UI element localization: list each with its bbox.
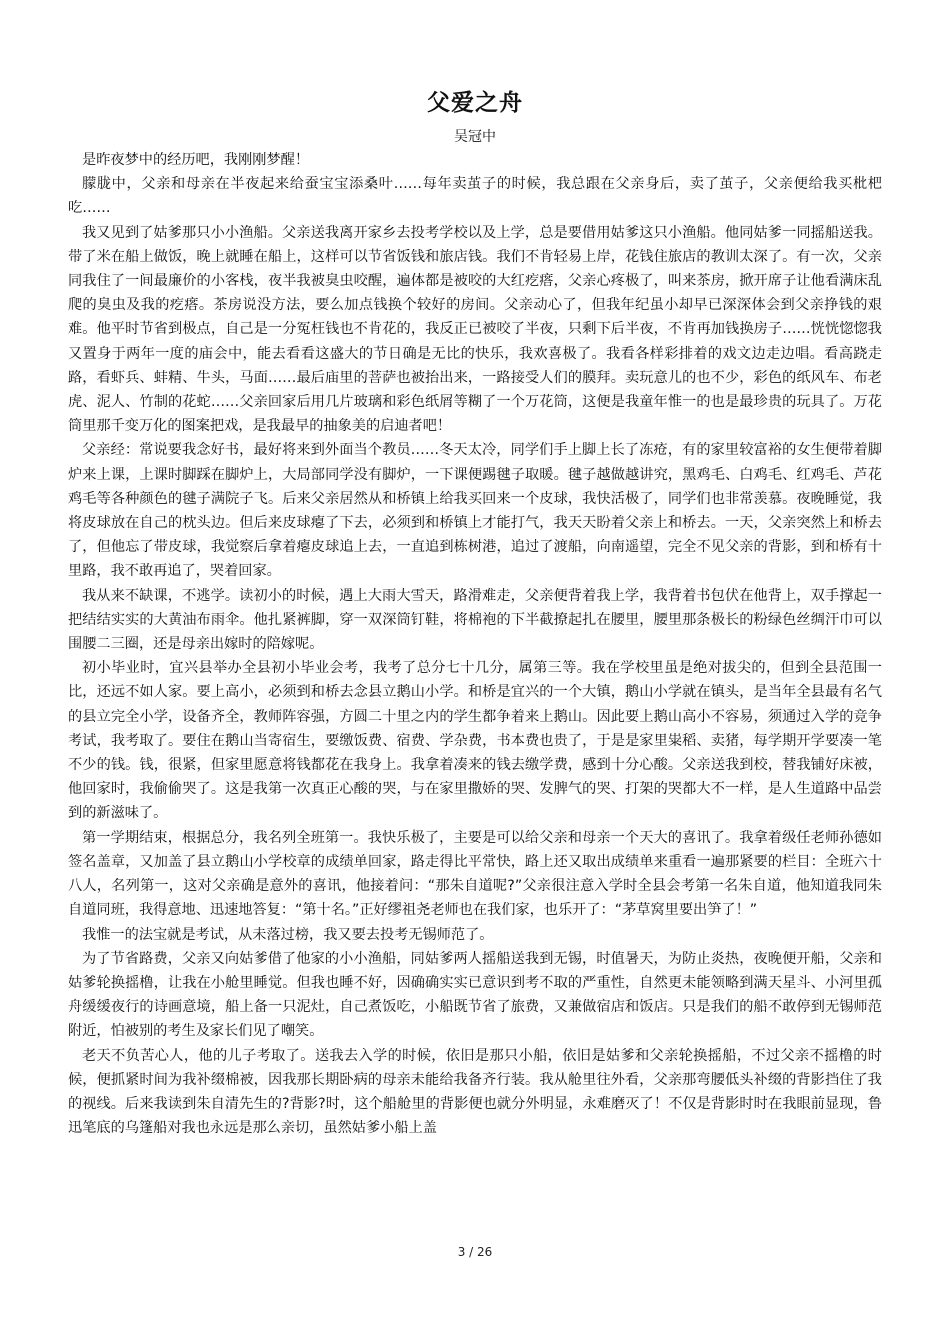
paragraph: 初小毕业时，宜兴县举办全县初小毕业会考，我考了总分七十几分，属第三等。我在学校里虽是绝对拔尖的，但到全县范围一比，还远不如人家。要上高小，必须到和桥去念县立鹅山小学。和桥是宜兴的一个大镇，鹅山小学就在镇头，是当年全县最有名气的县立完全小学，设备齐全，教师阵容强，方圆二十里之内的学生都争着来上鹅山。因此要上鹅山高小不容易，须通过入学的竞争考试，我考取了。要住在鹅山当寄宿生，要缴饭费、宿费、学杂费，书本费也贵了，于是是家里粜稻、卖猪，每学期开学要凑一笔不少的钱。钱，很紧，但家里愿意将钱都花在我身上。我拿着凑来的钱去缴学费，感到十分心酸。父亲送我到校，替我铺好床被，他回家时，我偷偷哭了。这是我第一次真正心酸的哭，与在家里撒娇的哭、发脾气的哭、打架的哭都大不一样，是人生道路中品尝到的新滋味了。 [68,660,882,822]
author-name: 吴冠中 [454,129,496,145]
paragraph: 我惟一的法宝就是考试，从未落过榜，我又要去投考无锡师范了。 [82,926,494,943]
essay-title: 父爱之舟 [427,90,523,116]
paragraph: 为了节省路费，父亲又向姑爹借了他家的小小渔船，同姑爹两人摇船送我到无锡，时值暑天，为防止炎热，夜晚便开船，父亲和姑爹轮换摇橹，让我在小舱里睡觉。但我也睡不好，因确确实实已意识到考不取的严重性，自然更未能领略到满天星斗、小河里孤舟缓缓夜行的诗画意境，船上备一只泥灶，自己煮饭吃，小船既节省了旅费，又兼做宿店和饭店。只是我们的船不敢停到无锡师范附近，怕被别的考生及家长们见了嘲笑。 [68,950,882,1040]
essay-body [68,148,882,1140]
paragraph: 我从来不缺课，不逃学。读初小的时候，遇上大雨大雪天，路滑难走，父亲便背着我上学，我背着书包伏在他背上，双手撑起一把结结实实的大黄油布雨伞。他扎紧裤脚，穿一双深筒钉鞋，将棉袍的下半截撩起扎在腰里，腰里那条极长的粉绿色丝绸汗巾可以围腰二三圈，还是母亲出嫁时的陪嫁呢。 [68,587,882,653]
paragraph: 父亲经：常说要我念好书，最好将来到外面当个教员……冬天太冷，同学们手上脚上长了冻疮，有的家里较富裕的女生便带着脚炉来上课，上课时脚踩在脚炉上，大局部同学没有脚炉，一下课便踢毽子取暖。毽子越做越讲究，黑鸡毛、白鸡毛、红鸡毛、芦花鸡毛等各种颜色的毽子满院子飞。后来父亲居然从和桥镇上给我买回来一个皮球，我快活极了，同学们也非常羡慕。夜晚睡觉，我将皮球放在自己的枕头边。但后来皮球瘪了下去，必须到和桥镇上才能打气，我天天盼着父亲上和桥去。一天，父亲突然上和桥去了，但他忘了带皮球，我觉察后拿着瘪皮球追上去，一直追到栋树港，追过了渡船，向南遥望，完全不见父亲的背影，到和桥有十里路，我不敢再追了，哭着回家。 [68,442,882,580]
paragraph: 第一学期结束，根据总分，我名列全班第一。我快乐极了，主要是可以给父亲和母亲一个天大的喜讯了。我拿着级任老师孙德如签名盖章，又加盖了县立鹅山小学校章的成绩单回家，路走得比平常快，路上还又取出成绩单来重看一遍那紧要的栏目：全班六十八人，名列第一，这对父亲确是意外的喜讯，他接着问：“那朱自道呢?”父亲很注意入学时全县会考第一名朱自道，他知道我同朱自道同班，我得意地、迅速地答复：“第十名。”正好缪祖尧老师也在我们家，也乐开了：“茅草窝里要出笋了！” [68,829,882,919]
page-number: 3 / 26 [457,1245,493,1259]
paragraph: 我又见到了姑爹那只小小渔船。父亲送我离开家乡去投考学校以及上学，总是要借用姑爹这只小渔船。他同姑爹一同摇船送我。带了米在船上做饭，晚上就睡在船上，这样可以节省饭钱和旅店钱。我们不肯轻易上岸，花钱住旅店的教训太深了。有一次，父亲同我住了一间最廉价的小客栈，夜半我被臭虫咬醒，遍体都是被咬的大红疙瘩，父亲心疼极了，叫来茶房，掀开席子让他看满床乱爬的臭虫及我的疙瘩。茶房说没方法，要么加点钱换个较好的房间。父亲动心了，但我年纪虽小却早已深深体会到父亲挣钱的艰难。他平时节省到极点，自己是一分冤枉钱也不肯花的，我反正已被咬了半夜，只剩下后半夜，不肯再加钱换房子……恍恍惚惚我又置身于两年一度的庙会中，能去看看这盛大的节日确是无比的快乐，我欢喜极了。我看各样彩排着的戏文边走边唱。看高跷走路，看虾兵、蚌精、牛头，马面……最后庙里的菩萨也被抬出来，一路接受人们的膜拜。卖玩意儿的也不少，彩色的纸风车、布老虎、泥人、竹制的花蛇……父亲回家后用几片玻璃和彩色纸屑等糊了一个万花筒，这便是我童年惟一的也是最珍贵的玩具了。万花筒里那千变万化的图案把戏，是我最早的抽象美的启迪者吧！ [68,224,882,435]
paragraph: 老天不负苦心人，他的儿子考取了。送我去入学的时候，依旧是那只小船，依旧是姑爹和父亲轮换摇船，不过父亲不摇橹的时候，便抓紧时间为我补缀棉被，因我那长期卧病的母亲未能给我备齐行装。我从舱里往外看，父亲那弯腰低头补缀的背影挡住了我的视线。后来我读到朱自清先生的?背影?时，这个船舱里的背影便也就分外明显，永难磨灭了！不仅是背影时时在我眼前显现，鲁迅笔底的乌篷船对我也永远是那么亲切，虽然姑爹小船上盖 [68,1047,882,1137]
paragraph: 朦胧中，父亲和母亲在半夜起来给蚕宝宝添桑叶……每年卖茧子的时候，我总跟在父亲身后，卖了茧子，父亲便给我买枇杷吃…… [68,176,882,217]
paragraph: 是昨夜梦中的经历吧，我刚刚梦醒！ [82,152,310,168]
